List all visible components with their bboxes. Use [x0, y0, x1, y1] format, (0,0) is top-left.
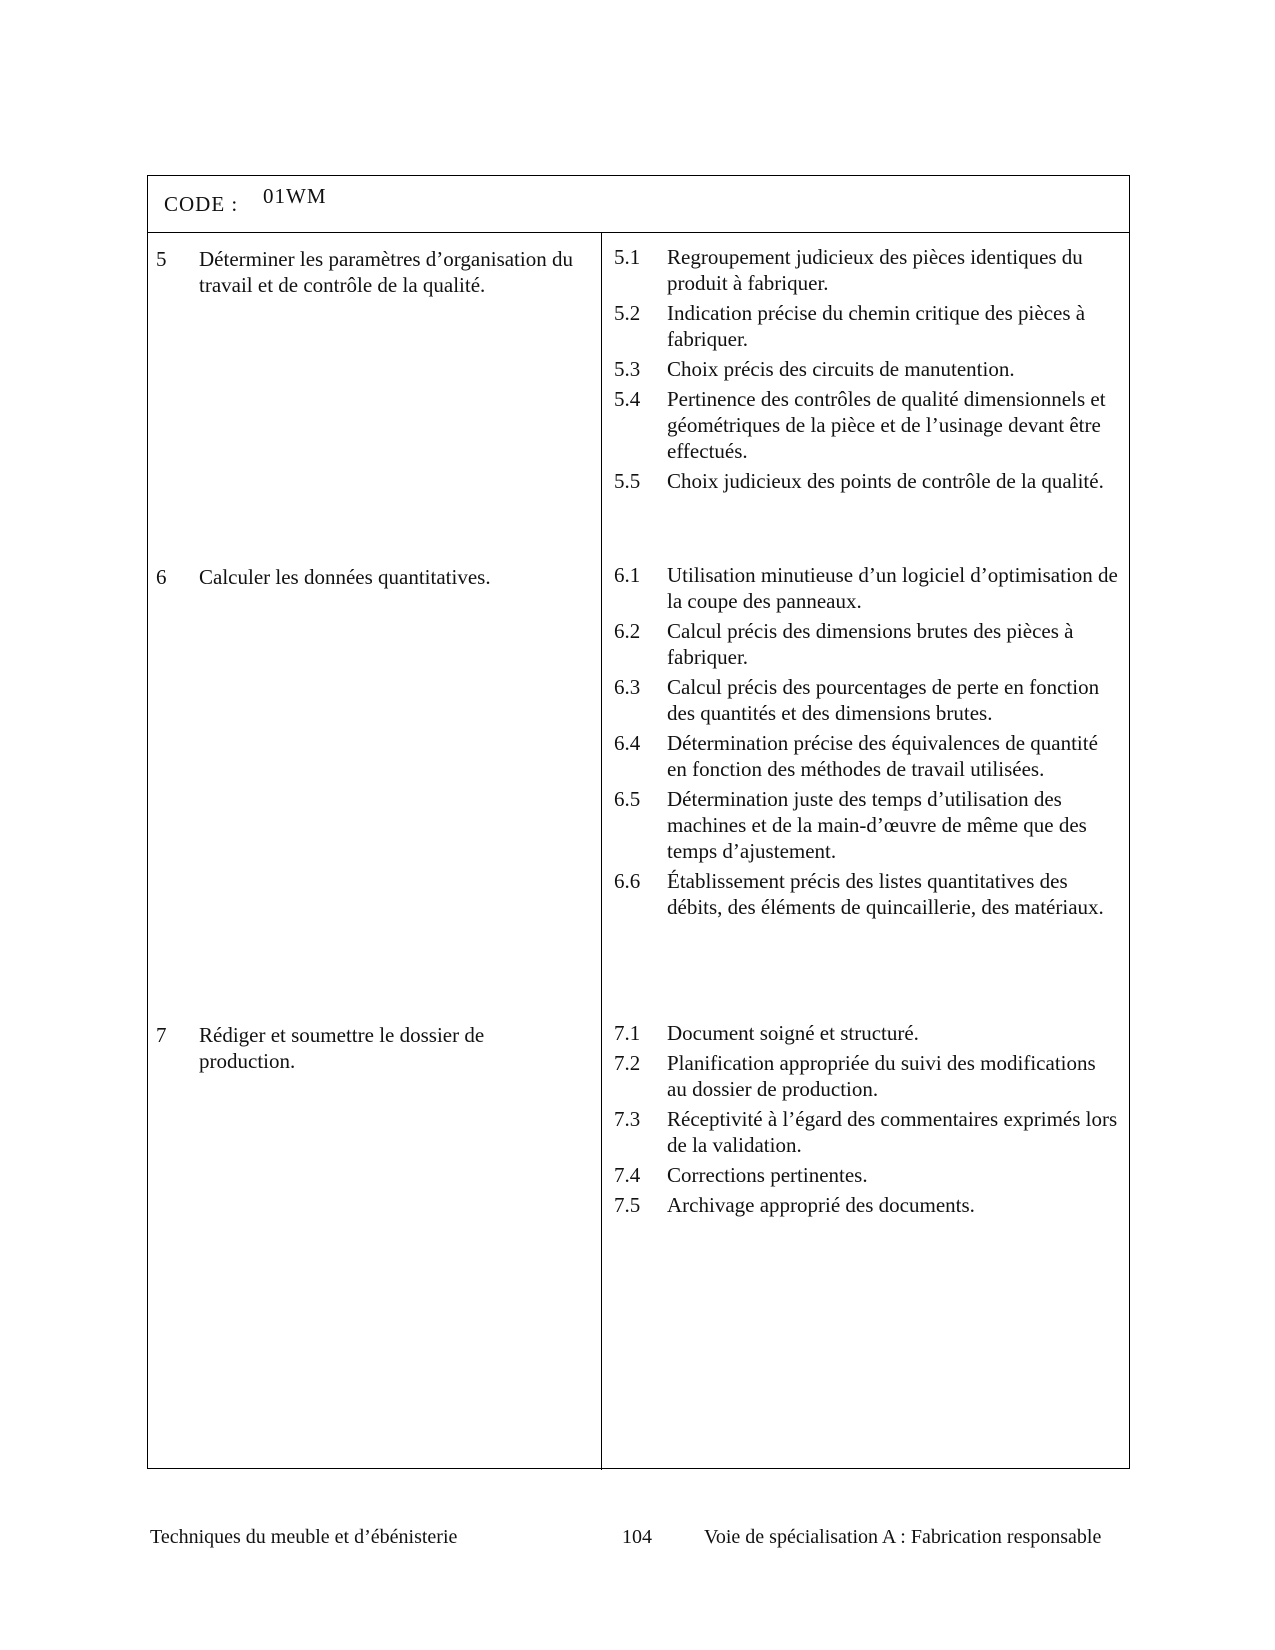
- performance-criteria: [614, 562, 1119, 924]
- code-row: [148, 176, 1129, 233]
- element-number: 6: [156, 565, 167, 589]
- criterion-text: Indication précise du chemin critique des pièces à fabriquer.: [667, 301, 1086, 351]
- element-number: 5: [156, 247, 167, 271]
- criterion-text: Détermination juste des temps d’utilisation des machines et de la main-d’œuvre de même que des temps d’ajustement.: [667, 787, 1087, 863]
- competency-element: [156, 246, 576, 298]
- criterion-text: Réceptivité à l’égard des commentaires exprimés lors de la validation.: [667, 1107, 1118, 1157]
- criterion-item: [614, 300, 1119, 352]
- page-number: 104: [622, 1526, 652, 1548]
- performance-criteria: [614, 244, 1119, 498]
- criterion-text: Pertinence des contrôles de qualité dimensionnels et géométriques de la pièce et de l’usinage devant être effectués.: [667, 387, 1106, 463]
- criterion-item: [614, 1192, 1119, 1218]
- criterion-item: [614, 1020, 1119, 1046]
- criterion-text: Archivage approprié des documents.: [667, 1193, 975, 1217]
- criterion-number: 6.1: [614, 563, 641, 587]
- criterion-number: 6.6: [614, 869, 641, 893]
- footer-title: Techniques du meuble et d’ébénisterie: [150, 1526, 458, 1548]
- element-text: Rédiger et soumettre le dossier de production.: [199, 1023, 485, 1073]
- criterion-number: 6.2: [614, 619, 641, 643]
- element-text: Calculer les données quantitatives.: [199, 565, 491, 589]
- criterion-text: Calcul précis des pourcentages de perte en fonction des quantités et des dimensions brutes.: [667, 675, 1100, 725]
- element-text: Déterminer les paramètres d’organisation du travail et de contrôle de la qualité.: [199, 247, 573, 297]
- criterion-number: 7.1: [614, 1021, 641, 1045]
- criterion-item: [614, 674, 1119, 726]
- criterion-item: [614, 786, 1119, 864]
- criterion-number: 6.3: [614, 675, 641, 699]
- criterion-item: [614, 468, 1119, 494]
- criterion-number: 5.4: [614, 387, 641, 411]
- criterion-item: [614, 618, 1119, 670]
- criterion-item: [614, 386, 1119, 464]
- criterion-text: Document soigné et structuré.: [667, 1021, 919, 1045]
- criterion-item: [614, 868, 1119, 920]
- code-label: CODE :: [164, 192, 239, 216]
- criterion-text: Établissement précis des listes quantitatives des débits, des éléments de quincaillerie, des matériaux.: [667, 869, 1104, 919]
- competency-element: [156, 1022, 576, 1074]
- criterion-text: Calcul précis des dimensions brutes des pièces à fabriquer.: [667, 619, 1074, 669]
- criterion-number: 5.3: [614, 357, 641, 381]
- competency-element: [156, 564, 576, 590]
- criterion-text: Utilisation minutieuse d’un logiciel d’optimisation de la coupe des panneaux.: [667, 563, 1118, 613]
- criterion-text: Corrections pertinentes.: [667, 1163, 868, 1187]
- criterion-number: 5.5: [614, 469, 641, 493]
- criterion-number: 7.4: [614, 1163, 641, 1187]
- criterion-number: 6.4: [614, 731, 641, 755]
- criterion-text: Regroupement judicieux des pièces identiques du produit à fabriquer.: [667, 245, 1083, 295]
- code-value: 01WM: [263, 184, 327, 208]
- criterion-number: 7.2: [614, 1051, 641, 1075]
- criterion-number: 7.3: [614, 1107, 641, 1131]
- criterion-text: Planification appropriée du suivi des modifications au dossier de production.: [667, 1051, 1096, 1101]
- criterion-item: [614, 1162, 1119, 1188]
- criterion-number: 5.2: [614, 301, 641, 325]
- criterion-number: 6.5: [614, 787, 641, 811]
- competency-table: [147, 175, 1130, 1469]
- criterion-text: Choix précis des circuits de manutention.: [667, 357, 1015, 381]
- criterion-item: [614, 562, 1119, 614]
- criterion-text: Détermination précise des équivalences de quantité en fonction des méthodes de travail utilisées.: [667, 731, 1098, 781]
- criterion-item: [614, 1106, 1119, 1158]
- element-number: 7: [156, 1023, 167, 1047]
- criterion-text: Choix judicieux des points de contrôle de la qualité.: [667, 469, 1104, 493]
- criterion-item: [614, 1050, 1119, 1102]
- criterion-number: 7.5: [614, 1193, 641, 1217]
- footer-specialisation: Voie de spécialisation A : Fabrication responsable: [704, 1526, 1102, 1548]
- column-divider: [601, 232, 602, 1470]
- criterion-item: [614, 730, 1119, 782]
- performance-criteria: [614, 1020, 1119, 1222]
- criterion-item: [614, 244, 1119, 296]
- criterion-number: 5.1: [614, 245, 641, 269]
- criterion-item: [614, 356, 1119, 382]
